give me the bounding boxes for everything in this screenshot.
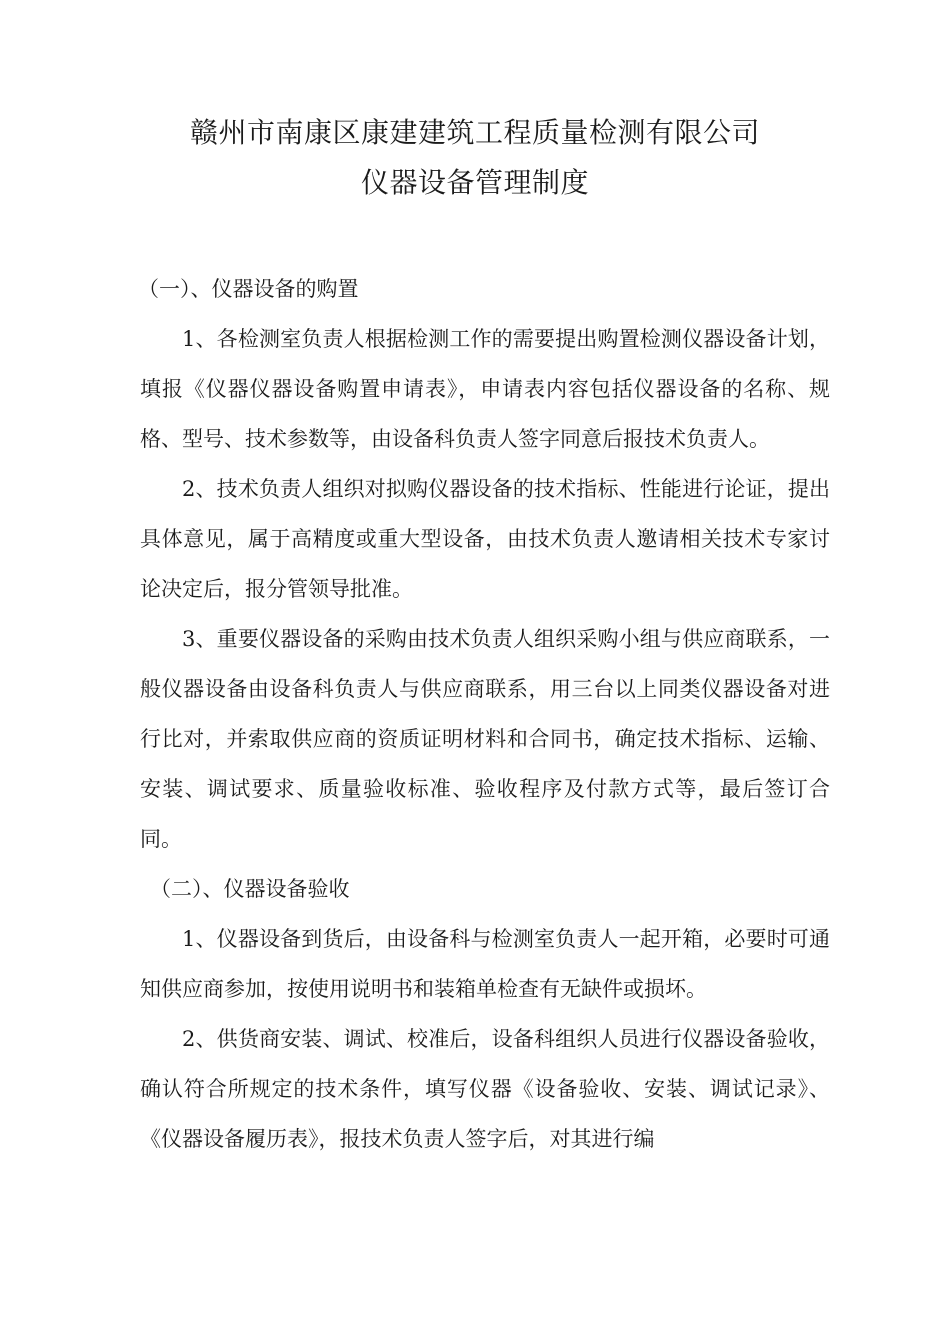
title-regulation: 仪器设备管理制度 — [360, 166, 589, 199]
paragraph-purchase-1: 1、各检测室负责人根据检测工作的需要提出购置检测仪器设备计划，填报《仪器仪器设备购置申请表》，申请表内容包括仪器设备的名称、规格、型号、技术参数等，由设备科负责人签字同意后报技术负责人。 — [140, 327, 830, 451]
paragraph-purchase-3: 3、重要仪器设备的采购由技术负责人组织采购小组与供应商联系，一般仪器设备由设备科负责人与供应商联系，用三台以上同类仪器设备对进行比对，并索取供应商的资质证明材料和合同书，确定技术指标、运输、安装、调试要求、质量验收标准、验收程序及付款方式等，最后签订合同。 — [140, 627, 830, 851]
paragraph-acceptance-2: 2、供货商安装、调试、校准后，设备科组织人员进行仪器设备验收，确认符合所规定的技术条件，填写仪器《设备验收、安装、调试记录》、《仪器设备履历表》，报技术负责人签字后，对其进行编 — [140, 1027, 830, 1151]
paragraph-acceptance-1: 1、仪器设备到货后，由设备科与检测室负责人一起开箱，必要时可通知供应商参加，按使用说明书和装箱单检查有无缺件或损坏。 — [140, 927, 830, 1001]
section-heading-acceptance: （二）、仪器设备验收 — [150, 877, 350, 901]
title-company: 赣州市南康区康建建筑工程质量检测有限公司 — [189, 116, 760, 149]
document-title — [0, 108, 950, 208]
document-body — [140, 264, 830, 1164]
section-heading-purchase: （一）、仪器设备的购置 — [138, 277, 359, 301]
paragraph-purchase-2: 2、技术负责人组织对拟购仪器设备的技术指标、性能进行论证，提出具体意见，属于高精度或重大型设备，由技术负责人邀请相关技术专家讨论决定后，报分管领导批准。 — [140, 477, 830, 601]
